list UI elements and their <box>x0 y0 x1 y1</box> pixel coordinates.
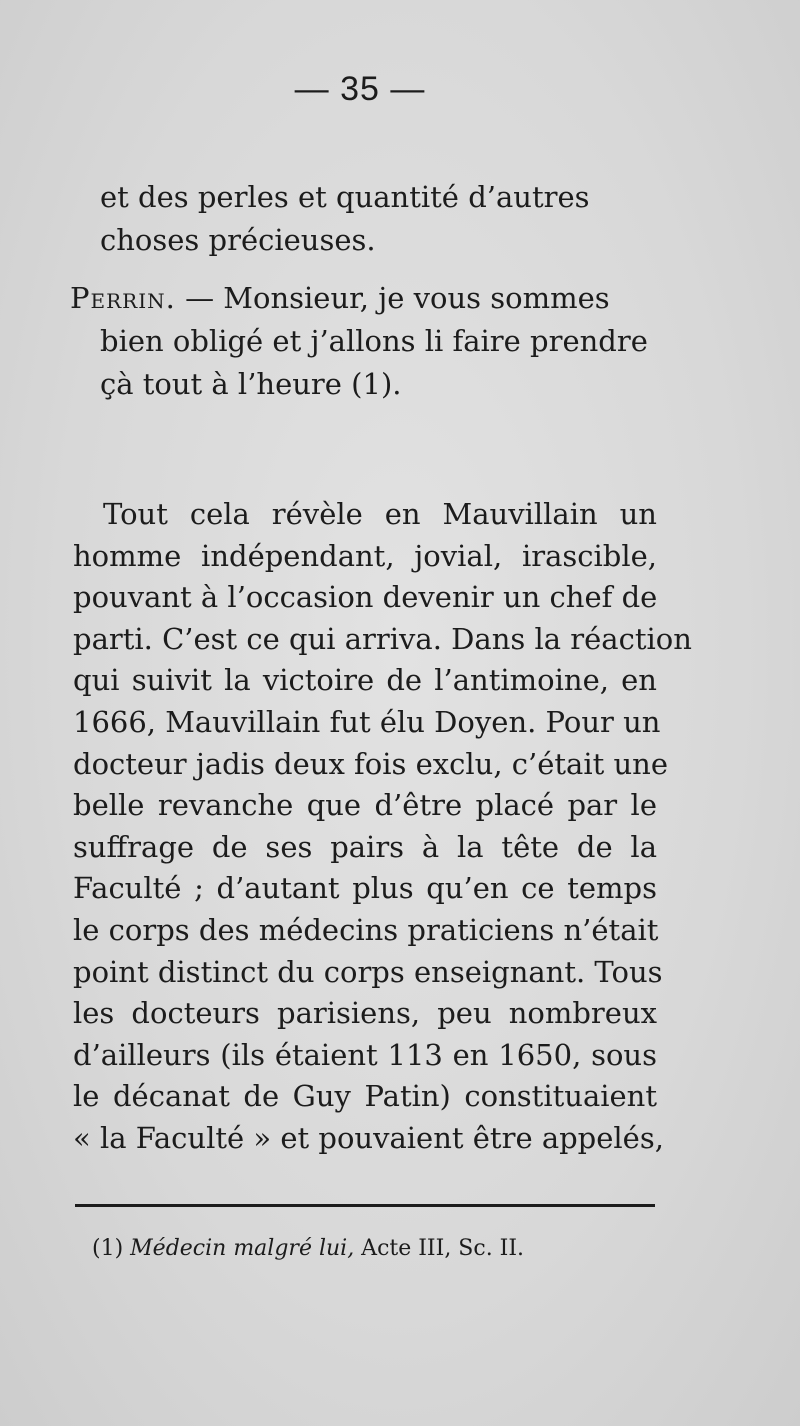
dialogue-continuation <box>70 176 660 262</box>
dialogue-line: çà tout à l’heure (1). <box>100 367 402 401</box>
paragraph-line: suffrage de ses pairs à la tête de la <box>73 829 657 864</box>
paragraph-line: pouvant à l’occasion devenir un chef de <box>73 580 658 615</box>
dialogue-line: bien obligé et j’allons li faire prendre <box>100 324 648 358</box>
dialogue-line <box>70 277 660 320</box>
dialogue-text: — Monsieur, je vous sommes <box>175 281 610 315</box>
paragraph-line: le décanat de Guy Patin) constituaient <box>73 1079 657 1114</box>
footnote-marker: (1) <box>92 1236 131 1261</box>
page-number: — 35 — <box>294 70 426 108</box>
speaker-name: Perrin. <box>70 281 176 315</box>
footnote <box>92 1236 524 1261</box>
paragraph-line: d’ailleurs (ils étaient 113 en 1650, sous <box>73 1037 657 1072</box>
footnote-title: Médecin malgré lui, <box>130 1236 355 1261</box>
paragraph-line: « la Faculté » et pouvaient être appelés, <box>73 1120 664 1155</box>
paragraph-line: parti. C’est ce qui arriva. Dans la réaction <box>73 621 692 656</box>
dialogue-perrin <box>70 277 660 406</box>
paragraph-line: point distinct du corps enseignant. Tous <box>73 954 663 989</box>
paragraph-line: Tout cela révèle en Mauvillain un <box>103 497 657 531</box>
paragraph-line: le corps des médecins praticiens n’était <box>73 912 659 947</box>
paragraph-line: qui suivit la victoire de l’antimoine, en <box>73 663 657 698</box>
dialogue-line: choses précieuses. <box>100 223 376 257</box>
paragraph-line: docteur jadis deux fois exclu, c’était une <box>73 746 668 781</box>
paragraph-line: Faculté ; d’autant plus qu’en ce temps <box>73 871 657 906</box>
paragraph-line: homme indépendant, jovial, irascible, <box>73 538 657 573</box>
paragraph-line: les docteurs parisiens, peu nombreux <box>73 996 657 1031</box>
footnote-reference: Acte III, Sc. II. <box>354 1236 525 1261</box>
footnote-divider <box>75 1204 655 1207</box>
paragraph-line: belle revanche que d’être placé par le <box>73 788 657 823</box>
dialogue-line: et des perles et quantité d’autres <box>100 180 590 214</box>
body-paragraph <box>73 494 692 1160</box>
paragraph-line: 1666, Mauvillain fut élu Doyen. Pour un <box>73 704 661 739</box>
